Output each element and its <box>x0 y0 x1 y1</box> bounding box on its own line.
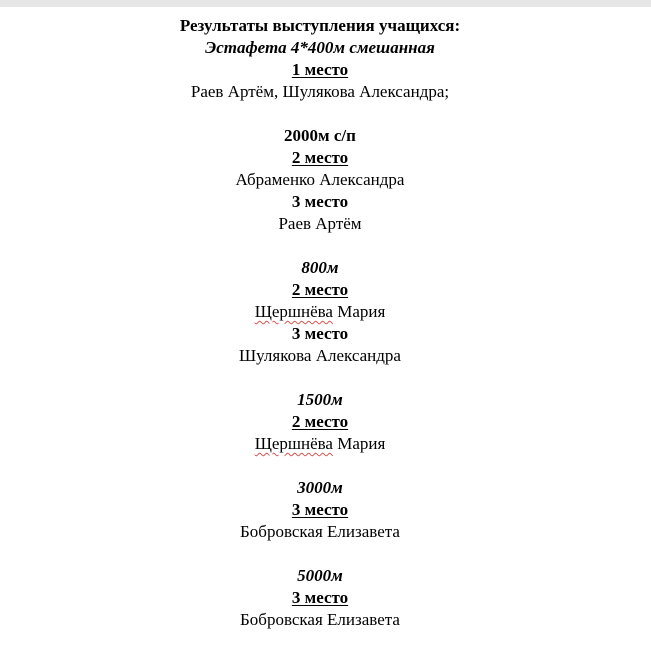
blank-line <box>0 367 640 389</box>
blank-line <box>0 103 640 125</box>
blank-line <box>0 455 640 477</box>
result-names: Абраменко Александра <box>235 170 405 189</box>
result-names <box>0 301 640 323</box>
misspelled-word[interactable]: Щершнёва <box>254 434 333 453</box>
place-label: 3 место <box>291 588 349 607</box>
event-name: Эстафета 4*400м смешанная <box>205 38 435 57</box>
document-body <box>0 15 640 631</box>
result-names-rest: Мария <box>332 302 386 321</box>
place-label: 3 место <box>291 500 349 519</box>
event-name: 2000м с/п <box>284 126 356 145</box>
event-name: 1500м <box>297 390 343 409</box>
place-label: 2 место <box>291 280 349 299</box>
misspelled-word[interactable]: Щершнёва <box>254 302 333 321</box>
result-names: Бобровская Елизавета <box>240 610 400 629</box>
place-line <box>0 59 640 81</box>
window-top-bar <box>0 0 651 7</box>
place-label: 3 место <box>291 192 349 211</box>
place-label: 1 место <box>291 60 349 79</box>
blank-line <box>0 235 640 257</box>
event-name: 800м <box>301 258 339 277</box>
result-names: Шулякова Александра <box>239 346 401 365</box>
document-title: Результаты выступления учащихся: <box>179 16 461 35</box>
event-name: 3000м <box>297 478 343 497</box>
place-label: 3 место <box>291 324 349 343</box>
result-names: Раев Артём <box>278 214 362 233</box>
event-name: 5000м <box>297 566 343 585</box>
result-names <box>0 433 640 455</box>
place-line <box>0 411 640 433</box>
place-label: 2 место <box>291 412 349 431</box>
place-line <box>0 587 640 609</box>
place-line <box>0 279 640 301</box>
blank-line <box>0 543 640 565</box>
result-names: Раев Артём, Шулякова Александра; <box>190 82 450 101</box>
place-line <box>0 147 640 169</box>
result-names-rest: Мария <box>332 434 386 453</box>
place-line <box>0 499 640 521</box>
place-label: 2 место <box>291 148 349 167</box>
result-names: Бобровская Елизавета <box>240 522 400 541</box>
